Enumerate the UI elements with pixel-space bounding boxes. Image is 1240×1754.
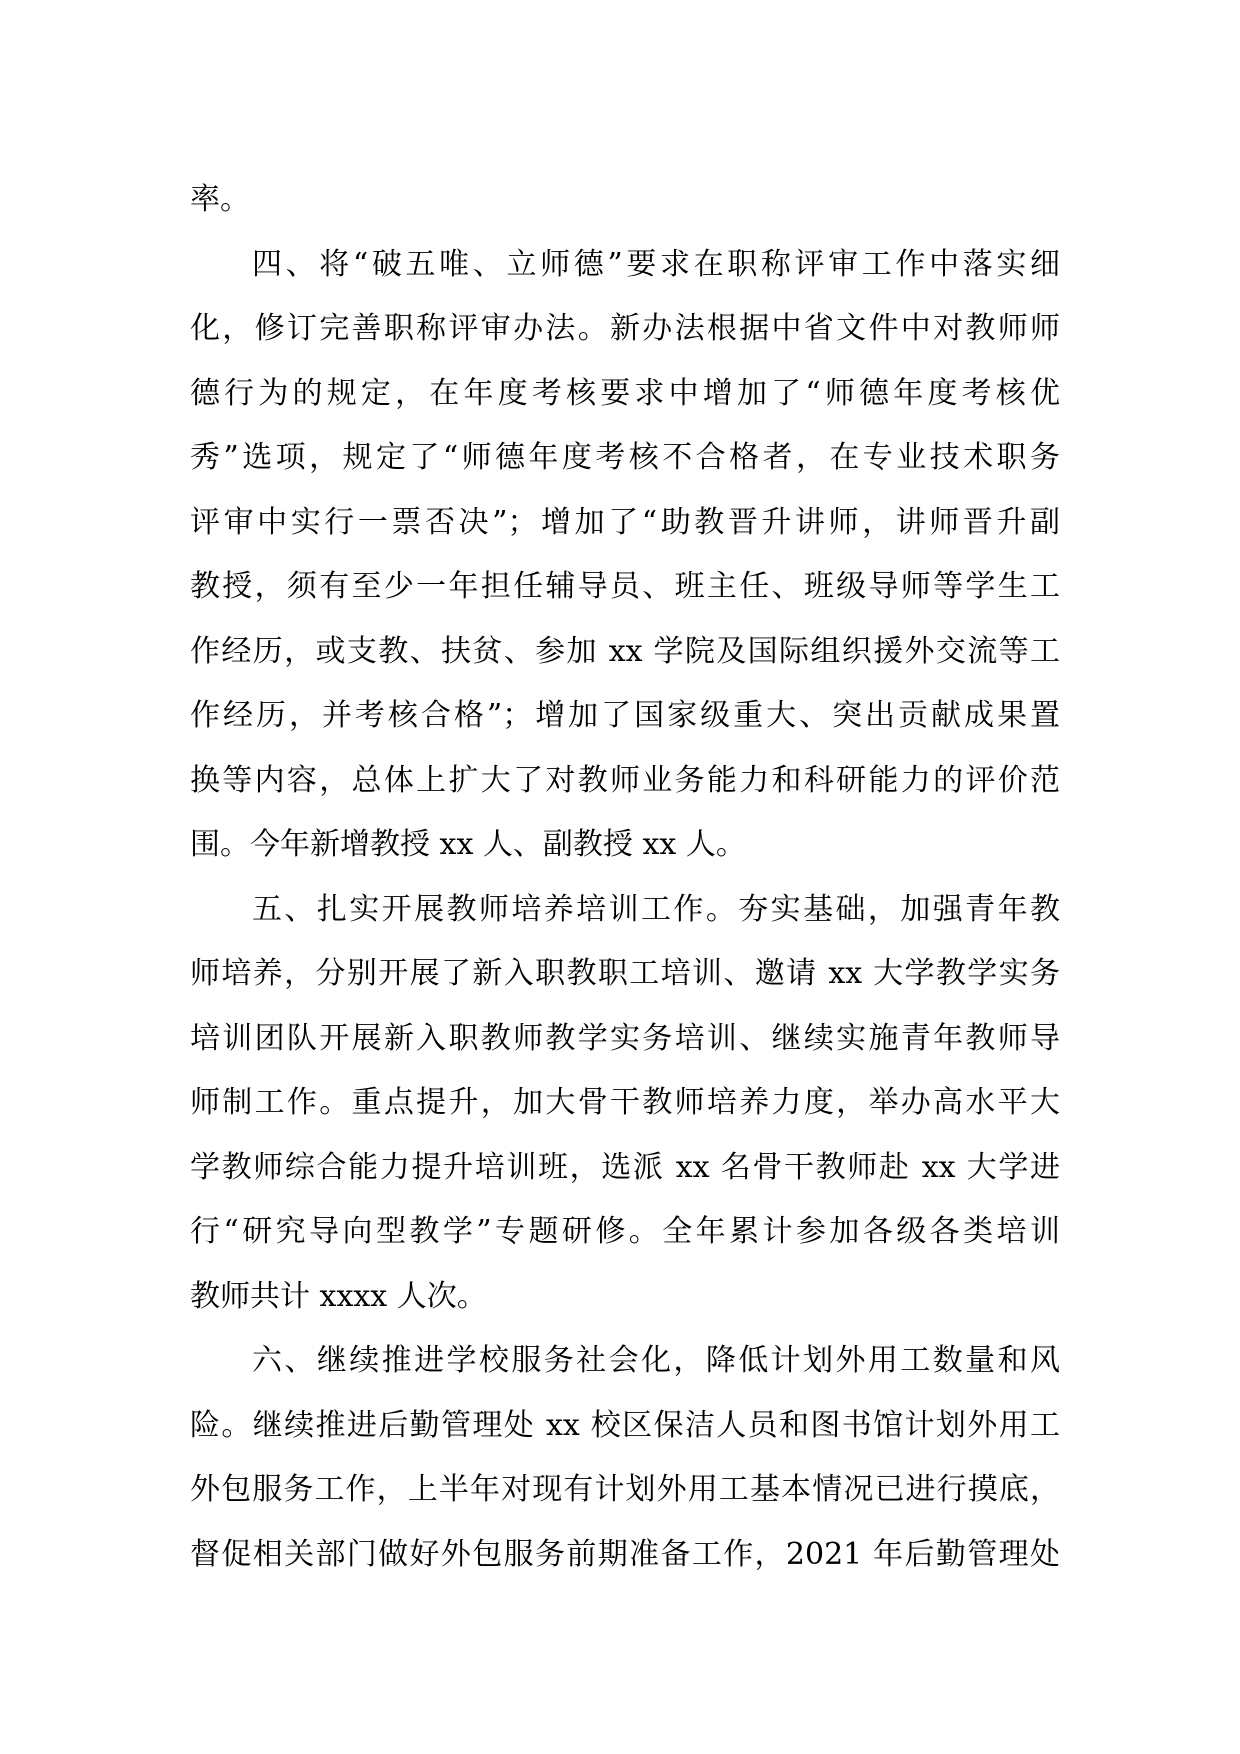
- text-line: 教授，须有至少一年担任辅导员、班主任、班级导师等学生工: [190, 569, 1060, 604]
- text-line: 化，修订完善职称评审办法。新办法根据中省文件中对教师师: [190, 311, 1060, 346]
- document-body: [190, 168, 1060, 1587]
- text-line: 围。今年新增教授 xx 人、副教授 xx 人。: [190, 827, 746, 862]
- text-line: 评审中实行一票否决”；增加了“助教晋升讲师，讲师晋升副: [190, 504, 1060, 540]
- paragraph-start-line: 五、扎实开展教师培养培训工作。夯实基础，加强青年教: [252, 891, 1060, 927]
- text-line: 督促相关部门做好外包服务前期准备工作，2021 年后勤管理处: [190, 1536, 1060, 1572]
- text-line: 换等内容，总体上扩大了对教师业务能力和科研能力的评价范: [190, 762, 1060, 798]
- text-line: 师制工作。重点提升，加大骨干教师培养力度，举办高水平大: [190, 1085, 1060, 1120]
- text-line: 培训团队开展新入职教师教学实务培训、继续实施青年教师导: [190, 1020, 1060, 1056]
- text-line: 率。: [190, 182, 250, 217]
- text-line: 行“研究导向型教学”专题研修。全年累计参加各级各类培训: [190, 1214, 1060, 1249]
- text-line: 外包服务工作，上半年对现有计划外用工基本情况已进行摸底，: [190, 1472, 1060, 1507]
- text-line: 教师共计 xxxx 人次。: [190, 1278, 487, 1314]
- text-line: 学教师综合能力提升培训班，选派 xx 名骨干教师赴 xx 大学进: [190, 1149, 1060, 1185]
- text-line: 险。继续推进后勤管理处 xx 校区保洁人员和图书馆计划外用工: [190, 1407, 1060, 1443]
- text-line: 德行为的规定，在年度考核要求中增加了“师德年度考核优: [190, 375, 1060, 411]
- text-line: 秀”选项，规定了“师德年度考核不合格者，在专业技术职务: [190, 440, 1060, 475]
- text-line: 作经历，并考核合格”；增加了国家级重大、突出贡献成果置: [190, 698, 1060, 733]
- text-line: 作经历，或支教、扶贫、参加 xx 学院及国际组织援外交流等工: [190, 633, 1060, 669]
- paragraph-start-line: 六、继续推进学校服务社会化，降低计划外用工数量和风: [252, 1343, 1060, 1378]
- text-line: 师培养，分别开展了新入职教职工培训、邀请 xx 大学教学实务: [190, 956, 1060, 991]
- paragraph-start-line: 四、将“破五唯、立师德”要求在职称评审工作中落实细: [252, 246, 1060, 282]
